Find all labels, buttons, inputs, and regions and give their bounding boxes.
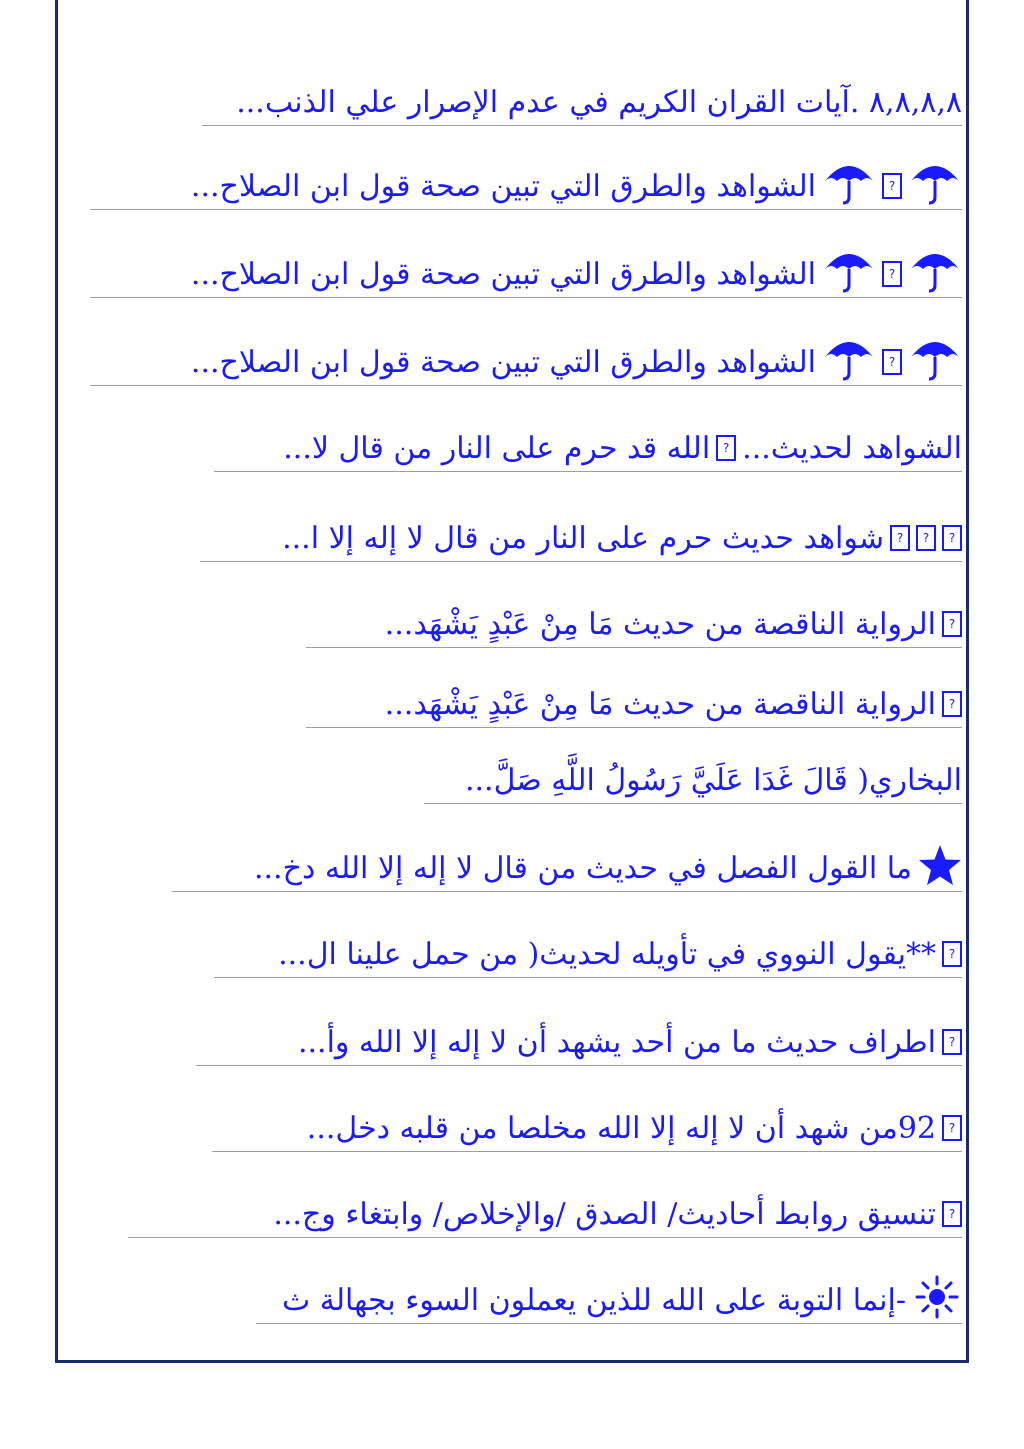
- box-icon: ?: [882, 261, 902, 287]
- toc-entry[interactable]: [256, 1262, 962, 1324]
- box-icon: ?: [942, 611, 962, 637]
- box-icon: ?: [942, 691, 962, 717]
- toc-entry-text: اطراف حديث ما من أحد يشهد أن لا إله إلا الله وأ...: [297, 1025, 936, 1060]
- box-icon: ?: [942, 941, 962, 967]
- toc-entry-text: الله قد حرم على النار من قال لا...: [283, 431, 711, 466]
- toc-entry-text: الرواية الناقصة من حديث مَا مِنْ عَبْدٍ يَشْهَد...: [384, 687, 936, 722]
- toc-entry[interactable]: [90, 324, 962, 386]
- toc-entry-text: ما القول الفصل في حديث من قال لا إله إلا الله دخ...: [253, 851, 912, 886]
- umbrella-icon: [908, 157, 962, 205]
- box-icon: ?: [942, 1201, 962, 1227]
- sun-icon: [912, 1275, 962, 1319]
- toc-entry[interactable]: [214, 916, 962, 978]
- toc-entry[interactable]: [424, 742, 962, 804]
- umbrella-icon: [822, 157, 876, 205]
- toc-entry[interactable]: [90, 148, 962, 210]
- box-icon: ?: [942, 525, 962, 551]
- box-icon: ?: [942, 1115, 962, 1141]
- toc-entry-text: شواهد حديث حرم على النار من قال لا إله إلا ا...: [282, 521, 884, 556]
- toc-entry-text: الشواهد والطرق التي تبين صحة قول ابن الصلاح...: [190, 169, 816, 204]
- toc-entry[interactable]: [306, 586, 962, 648]
- toc-entry[interactable]: [306, 666, 962, 728]
- toc-entry[interactable]: [200, 500, 962, 562]
- toc-entry-text: الرواية الناقصة من حديث مَا مِنْ عَبْدٍ يَشْهَد...: [384, 607, 936, 642]
- box-icon: ?: [890, 525, 910, 551]
- toc-entry-text: ٨,٨,٨,٨ .آيات القران الكريم في عدم الإصرار علي الذنب...: [236, 85, 962, 120]
- toc-entry[interactable]: [196, 1004, 962, 1066]
- umbrella-icon: [908, 245, 962, 293]
- umbrella-icon: [822, 245, 876, 293]
- umbrella-icon: [822, 333, 876, 381]
- toc-entry[interactable]: [90, 236, 962, 298]
- toc-entry[interactable]: [214, 410, 962, 472]
- toc-entry-text: **يقول النووي في تأويله لحديث( من حمل علينا ال...: [278, 937, 936, 972]
- box-icon: ?: [942, 1029, 962, 1055]
- box-icon: ?: [882, 173, 902, 199]
- umbrella-icon: [908, 333, 962, 381]
- toc-entry-text: 92من شهد أن لا إله إلا الله مخلصا من قلبه دخل...: [306, 1111, 936, 1146]
- toc-entry-text: تنسيق روابط أحاديث/ الصدق /والإخلاص/ وابتغاء وج...: [273, 1197, 936, 1232]
- toc-entry-text: الشواهد والطرق التي تبين صحة قول ابن الصلاح...: [190, 257, 816, 292]
- box-icon: ?: [716, 435, 736, 461]
- toc-entry-text: الشواهد لحديث...: [742, 431, 962, 466]
- toc-entry[interactable]: [128, 1176, 962, 1238]
- toc-entry-text: البخاري( قَالَ غَدَا عَلَيَّ رَسُولُ اللَّهِ صَلَّ...: [464, 763, 962, 798]
- star-icon: [918, 843, 962, 887]
- toc-entry[interactable]: [172, 830, 962, 892]
- toc-entry[interactable]: [212, 1090, 962, 1152]
- box-icon: ?: [916, 525, 936, 551]
- box-icon: ?: [882, 349, 902, 375]
- toc-entry-text: -إنما التوبة على الله للذين يعملون السوء بجهالة ث: [281, 1283, 906, 1318]
- toc-entry-text: الشواهد والطرق التي تبين صحة قول ابن الصلاح...: [190, 345, 816, 380]
- toc-entry[interactable]: [202, 64, 962, 126]
